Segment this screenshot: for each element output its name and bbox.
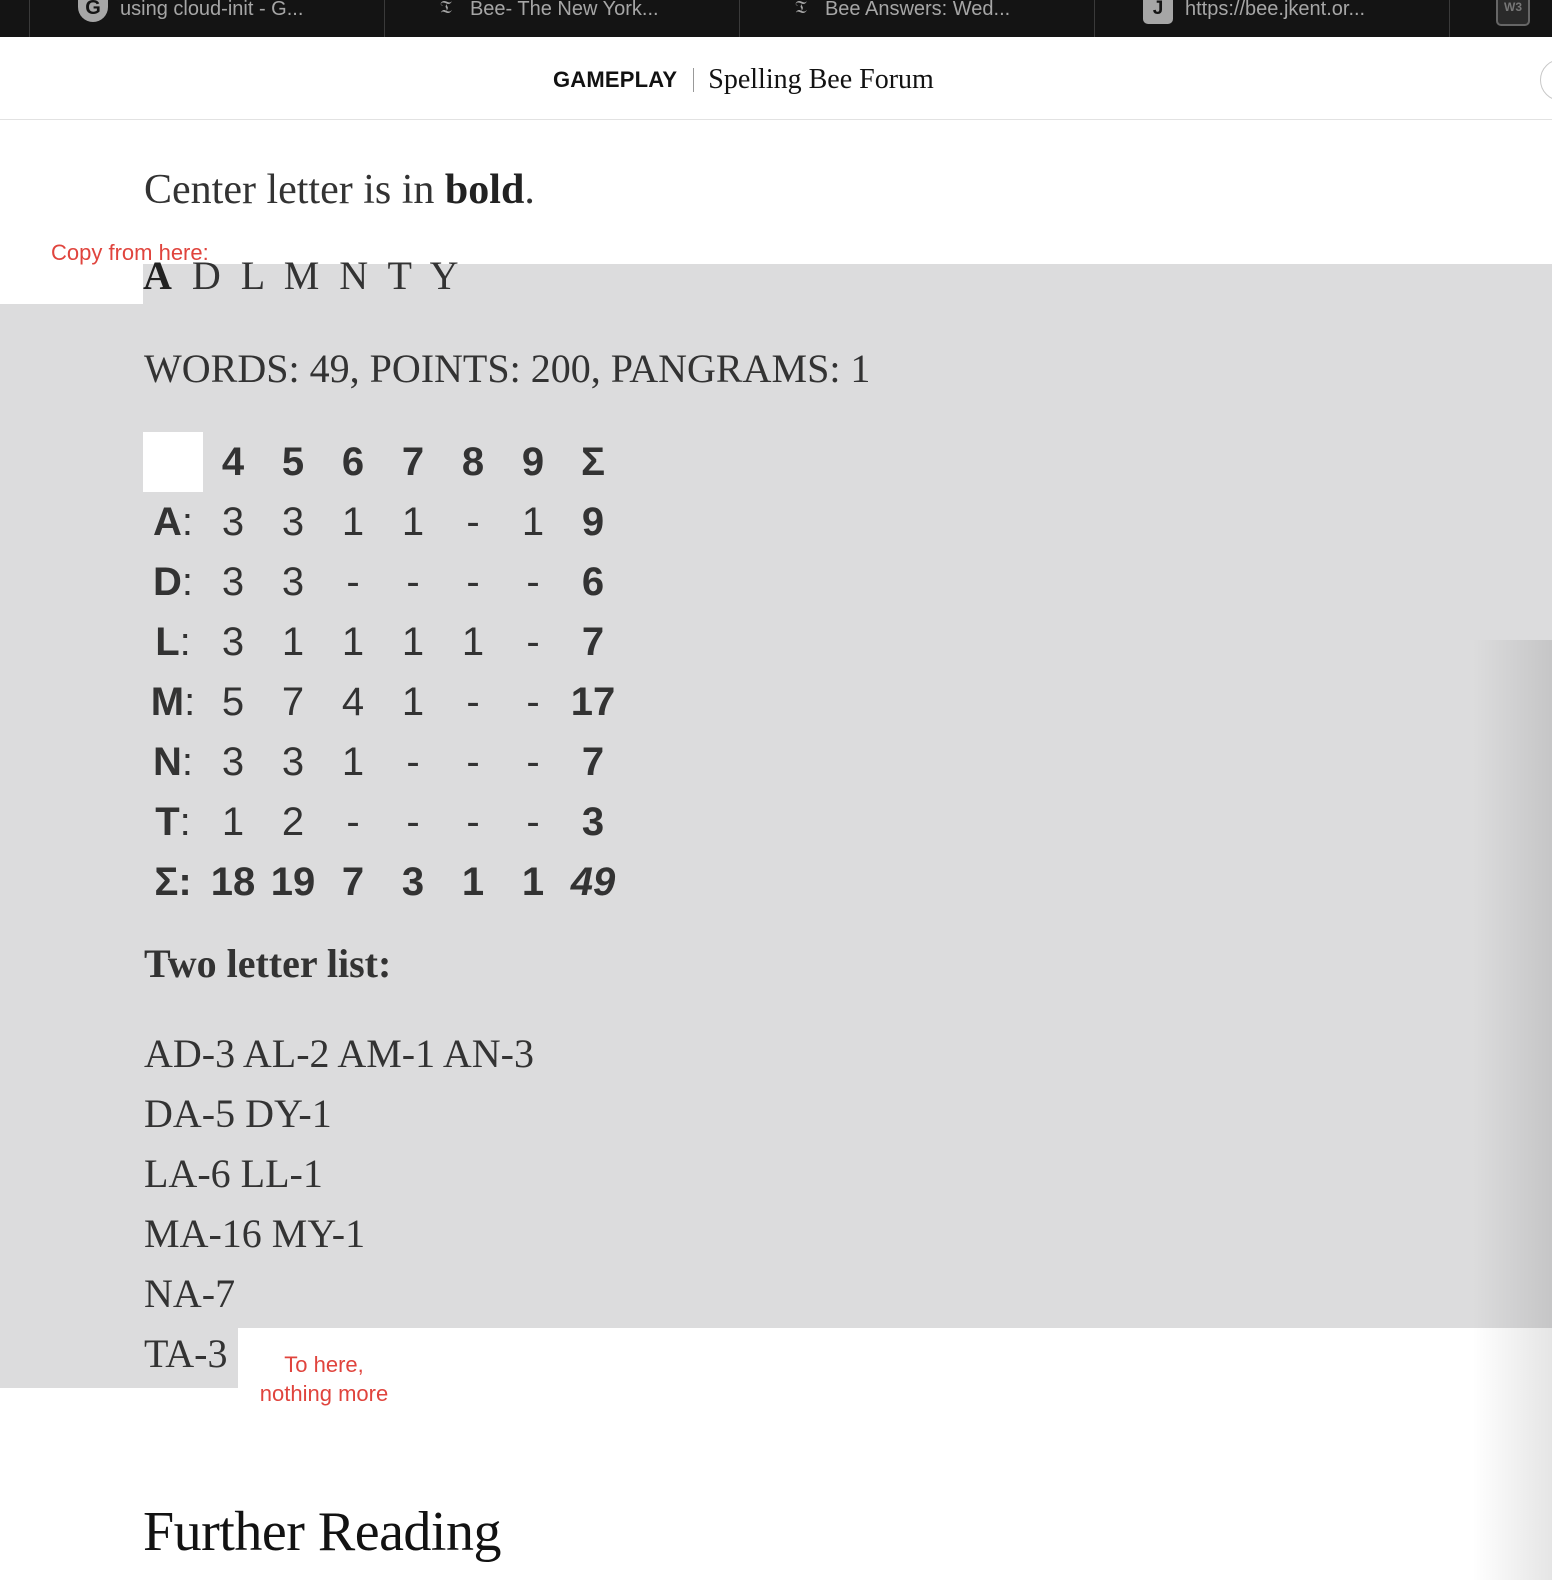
grid-cell: -	[526, 739, 540, 784]
two-letter-line: LA-6 LL-1	[144, 1151, 323, 1196]
grid-cell: -	[466, 679, 480, 724]
grid-cell: 3	[221, 619, 245, 664]
two-letter-line: NA-7	[144, 1271, 236, 1316]
two-letter-line: DA-5 DY-1	[144, 1091, 332, 1136]
browser-tab[interactable]	[440, 0, 730, 37]
grid-cell: -	[346, 799, 360, 844]
grid-cell: -	[466, 799, 480, 844]
grid-cell: -	[526, 559, 540, 604]
grid-row	[143, 612, 623, 672]
grid-cell: 2	[281, 799, 305, 844]
row-letter: M	[150, 679, 185, 724]
header-brand-group	[553, 64, 934, 96]
grid-column-header: 7	[401, 439, 425, 484]
grid-total-cell: 7	[341, 859, 365, 904]
grid-cell: -	[526, 799, 540, 844]
note-text: Center letter is in	[144, 167, 445, 213]
grid-cell: 3	[221, 559, 245, 604]
nyt-icon: 𝔗	[440, 0, 452, 18]
grid-row-label: Σ:	[154, 859, 192, 904]
two-letter-heading: Two letter list:	[144, 941, 392, 986]
grid-column-header: 9	[521, 439, 545, 484]
grid-row-sum: 6	[581, 559, 605, 604]
gameplay-logo[interactable]: GAMEPLAY	[553, 67, 678, 92]
grid-total-cell: 3	[401, 859, 425, 904]
browser-tab[interactable]	[795, 0, 1085, 37]
j-icon: J	[1143, 0, 1173, 24]
grid-cell: -	[346, 559, 360, 604]
note-bold-text: bold	[444, 167, 525, 213]
tab-title: using cloud-init - G...	[120, 0, 304, 20]
puzzle-letters	[143, 252, 464, 299]
row-letter: N	[152, 739, 182, 784]
grid-cell: 1	[221, 799, 245, 844]
grid-cell: -	[466, 499, 480, 544]
grid-total-cell: 19	[270, 859, 316, 904]
grid-column-header: Σ	[580, 439, 605, 484]
grid-cell: 1	[401, 619, 425, 664]
grid-row-sum: 9	[581, 499, 605, 544]
grid-cell: 3	[281, 499, 305, 544]
grid-cell: 1	[341, 739, 365, 784]
grid-cell: 3	[221, 499, 245, 544]
grid-total-row	[143, 852, 623, 912]
row-letter: L	[155, 619, 180, 664]
grid-row-label: T:	[155, 799, 191, 844]
page-edge-shadow	[1472, 640, 1552, 1580]
further-reading-heading: Further Reading	[143, 1501, 501, 1563]
grid-total-cell: 1	[521, 859, 545, 904]
grid-cell: 1	[401, 499, 425, 544]
copy-from-annotation: Copy from here:	[51, 240, 209, 265]
browser-tab[interactable]	[78, 0, 378, 37]
extension-icon: W3	[1496, 0, 1530, 26]
grid-cell: 4	[341, 679, 365, 724]
grid-cell: -	[526, 679, 540, 724]
grid-row	[143, 552, 623, 612]
grid-row-label: N:	[152, 739, 193, 784]
annotation-line: To here,	[284, 1352, 364, 1377]
browser-tab[interactable]	[1143, 0, 1443, 37]
grid-cell: -	[406, 799, 420, 844]
nyt-icon: 𝔗	[795, 0, 807, 18]
grid-cell: 3	[221, 739, 245, 784]
site-header	[0, 37, 1552, 120]
grid-grand-total: 49	[570, 859, 616, 904]
grid-column-header: 5	[281, 439, 305, 484]
grid-cell: 5	[221, 679, 245, 724]
header-divider	[693, 68, 694, 92]
grid-total-cell: 18	[210, 859, 256, 904]
grid-cell: -	[466, 739, 480, 784]
grid-row	[143, 732, 623, 792]
grid-cell: -	[466, 559, 480, 604]
grid-cell: 7	[281, 679, 305, 724]
two-letter-line: MA-16 MY-1	[144, 1211, 366, 1256]
section-title[interactable]: Spelling Bee Forum	[708, 64, 934, 95]
tab-separator	[29, 0, 30, 37]
grid-row-sum: 7	[581, 739, 605, 784]
grid-row-label: M:	[150, 679, 196, 724]
center-letter: A	[143, 253, 177, 298]
browser-tab-bar	[0, 0, 1552, 37]
grid-total-cell: 1	[461, 859, 485, 904]
grid-row	[143, 792, 623, 852]
grid-cell: 3	[281, 739, 305, 784]
annotation-line: nothing more	[259, 1381, 389, 1406]
grid-cell: 1	[341, 499, 365, 544]
google-icon: G	[78, 0, 108, 22]
tab-title: Bee Answers: Wed...	[824, 0, 1011, 20]
grid-cell: -	[406, 739, 420, 784]
grid-corner	[143, 432, 203, 492]
grid-row-sum: 3	[581, 799, 605, 844]
puzzle-stats: WORDS: 49, POINTS: 200, PANGRAMS: 1	[144, 346, 871, 391]
grid-row-label: L:	[155, 619, 191, 664]
tab-separator	[1449, 0, 1450, 37]
grid-row-label: A:	[152, 499, 193, 544]
grid-cell: -	[406, 559, 420, 604]
tab-separator	[384, 0, 385, 37]
grid-row-sum: 7	[581, 619, 605, 664]
row-letter: A	[152, 499, 182, 544]
center-letter-note	[144, 166, 535, 214]
note-period: .	[524, 167, 535, 213]
grid-cell: 1	[281, 619, 305, 664]
grid-cell: 1	[341, 619, 365, 664]
grid-row	[143, 672, 623, 732]
grid-cell: 1	[521, 499, 545, 544]
row-letter: D	[152, 559, 182, 604]
tab-separator	[1094, 0, 1095, 37]
tab-title: https://bee.jkent.or...	[1185, 0, 1366, 20]
two-letter-line: AD-3 AL-2 AM-1 AN-3	[144, 1031, 534, 1076]
outer-letters: D L M N T Y	[176, 253, 464, 298]
to-here-annotation	[254, 1350, 394, 1408]
grid-row-label: D:	[152, 559, 193, 604]
grid-cell: 1	[461, 619, 485, 664]
tab-title: Bee- The New York...	[469, 0, 659, 20]
account-button[interactable]	[1540, 59, 1552, 101]
grid-column-header: 8	[461, 439, 485, 484]
tab-separator	[739, 0, 740, 37]
row-letter: Σ	[154, 859, 179, 904]
grid-column-header: 6	[341, 439, 365, 484]
letter-length-grid	[143, 432, 623, 912]
grid-row	[143, 492, 623, 552]
grid-column-header: 4	[221, 439, 245, 484]
grid-cell: 1	[401, 679, 425, 724]
grid-cell: -	[526, 619, 540, 664]
row-letter: T	[155, 799, 180, 844]
extension-button[interactable]	[1496, 0, 1552, 37]
grid-row-sum: 17	[570, 679, 616, 724]
two-letter-line: TA-3	[144, 1331, 228, 1376]
grid-cell: 3	[281, 559, 305, 604]
